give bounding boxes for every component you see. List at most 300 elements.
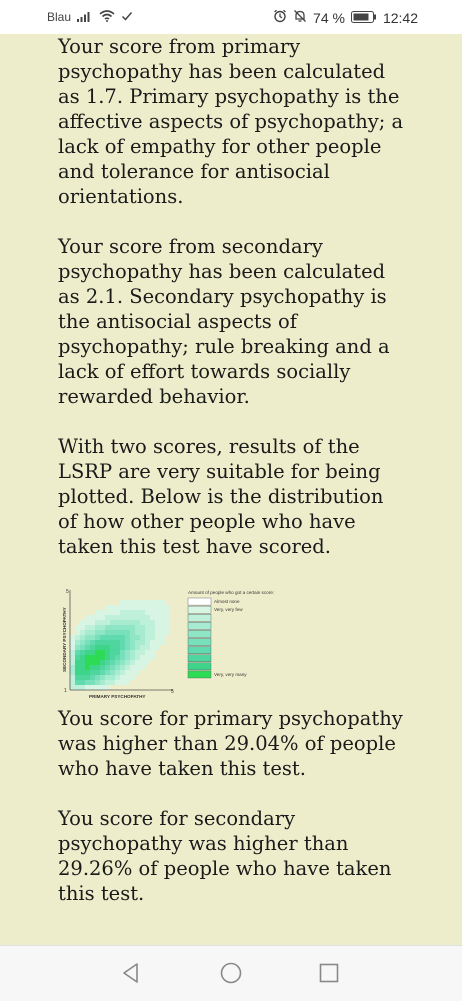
heatmap-cell [85,650,90,655]
heatmap-cell [110,635,115,640]
heatmap-cell [85,645,90,650]
heatmap-cell [70,645,75,650]
heatmap-layer [70,600,170,690]
x-tick-label-max: 5 [171,689,174,695]
heatmap-cell [135,630,140,635]
legend-swatch [188,606,211,613]
heatmap-cell [75,660,80,665]
heatmap-cell [160,640,165,645]
heatmap-cell [110,605,115,610]
heatmap-cell [90,630,95,635]
heatmap-cell [165,605,170,610]
legend-title: Amount of people who got a certain score: [188,590,275,595]
heatmap-cell [160,605,165,610]
heatmap-cell [115,675,120,680]
heatmap-cell [130,630,135,635]
heatmap-cell [80,675,85,680]
heatmap-cell [145,620,150,625]
heatmap-cell [75,675,80,680]
heatmap-cell [125,645,130,650]
heatmap-cell [110,655,115,660]
heatmap-cell [150,620,155,625]
heatmap-cell [85,615,90,620]
back-icon [118,960,144,986]
heatmap-cell [130,645,135,650]
heatmap-cell [95,640,100,645]
heatmap-cell [90,665,95,670]
heatmap-cell [150,615,155,620]
heatmap-cell [150,645,155,650]
heatmap-cell [135,645,140,650]
heatmap-cell [115,640,120,645]
heatmap-cell [140,655,145,660]
heatmap-cell [100,615,105,620]
heatmap-cell [105,655,110,660]
back-button[interactable] [118,960,144,986]
heatmap-cell [95,665,100,670]
heatmap-cell [140,610,145,615]
legend-swatch [188,639,211,646]
heatmap-cell [105,675,110,680]
heatmap-cell [135,625,140,630]
heatmap-cell [90,620,95,625]
heatmap-cell [130,600,135,605]
heatmap-cell [75,680,80,685]
heatmap-cell [130,650,135,655]
clock: 12:42 [382,9,418,26]
heatmap-cell [75,665,80,670]
heatmap-cell [115,680,120,685]
heatmap-cell [110,610,115,615]
heatmap-cell [145,645,150,650]
heatmap-cell [120,605,125,610]
heatmap-cell [95,655,100,660]
heatmap-cell [135,665,140,670]
legend-swatch [188,671,211,678]
heatmap-cell [75,635,80,640]
heatmap-cell [110,650,115,655]
heatmap-cell [80,680,85,685]
legend-label: Very, very many [214,671,247,677]
heatmap-cell [100,635,105,640]
heatmap-cell [80,660,85,665]
heatmap-cell [135,655,140,660]
heatmap-cell [165,630,170,635]
heatmap-cell [135,640,140,645]
heatmap-cell [115,630,120,635]
heatmap-cell [145,630,150,635]
heatmap-cell [95,625,100,630]
heatmap-cell [85,685,90,690]
heatmap-cell [130,660,135,665]
heatmap-cell [100,675,105,680]
heatmap-cell [95,685,100,690]
heatmap-cell [120,650,125,655]
heatmap-cell [150,605,155,610]
home-button[interactable] [218,960,244,986]
heatmap-cell [90,640,95,645]
heatmap-cell [130,665,135,670]
heatmap-cell [115,605,120,610]
y-axis-label: SECONDARY PSYCHOPATHY [62,607,67,672]
heatmap-cell [120,635,125,640]
heatmap-cell [120,665,125,670]
heatmap-cell [110,675,115,680]
heatmap-cell [95,670,100,675]
heatmap-cell [125,665,130,670]
heatmap-cell [115,610,120,615]
battery-icon [351,10,377,26]
legend [188,598,247,678]
heatmap-cell [150,600,155,605]
heatmap-cell [100,650,105,655]
heatmap-cell [125,600,130,605]
checkmark-icon [121,9,133,25]
heatmap-cell [85,675,90,680]
heatmap-cell [130,635,135,640]
heatmap-cell [130,675,135,680]
heatmap-cell [135,660,140,665]
x-axis-label: PRIMARY PSYCHOPATHY [89,694,146,699]
heatmap-cell [115,615,120,620]
heatmap-cell [130,605,135,610]
heatmap-cell [105,680,110,685]
heatmap-cell [80,620,85,625]
status-bar [0,0,462,34]
heatmap-cell [100,680,105,685]
heatmap-cell [110,630,115,635]
heatmap-cell [105,685,110,690]
heatmap-cell [80,685,85,690]
heatmap-cell [140,645,145,650]
heatmap-cell [100,660,105,665]
heatmap-cell [95,635,100,640]
heatmap-cell [85,655,90,660]
home-icon [218,960,244,986]
heatmap-cell [70,680,75,685]
heatmap-cell [140,605,145,610]
heatmap-cell [100,640,105,645]
heatmap-cell [165,625,170,630]
heatmap-cell [85,620,90,625]
heatmap-cell [80,665,85,670]
heatmap-cell [140,665,145,670]
heatmap-cell [110,665,115,670]
legend-swatch [188,663,211,670]
heatmap-cell [110,625,115,630]
legend-label: Very, very few [214,607,243,613]
alarm-icon [273,9,287,26]
heatmap-cell [95,680,100,685]
legend-swatch [188,630,211,637]
heatmap-cell [125,605,130,610]
heatmap-cell [110,615,115,620]
heatmap-cell [70,650,75,655]
heatmap-cell [100,645,105,650]
heatmap-cell [70,635,75,640]
recents-icon [316,960,342,986]
heatmap-cell [155,625,160,630]
heatmap-cell [100,685,105,690]
heatmap-cell [90,660,95,665]
heatmap-cell [100,670,105,675]
heatmap-cell [130,655,135,660]
heatmap-cell [100,665,105,670]
heatmap-cell [145,660,150,665]
heatmap-cell [155,620,160,625]
heatmap-cell [155,605,160,610]
heatmap-cell [95,630,100,635]
heatmap-cell [70,675,75,680]
heatmap-cell [120,660,125,665]
heatmap-cell [160,600,165,605]
heatmap-cell [135,650,140,655]
status-right [273,9,418,26]
heatmap-cell [130,620,135,625]
heatmap-cell [80,645,85,650]
heatmap-cell [70,640,75,645]
heatmap-cell [115,655,120,660]
heatmap-cell [80,650,85,655]
heatmap-cell [160,635,165,640]
heatmap-cell [150,610,155,615]
heatmap-cell [125,635,130,640]
heatmap-cell [80,670,85,675]
heatmap-cell [105,630,110,635]
heatmap-cell [155,600,160,605]
heatmap-cell [110,670,115,675]
heatmap-cell [115,665,120,670]
heatmap-cell [75,645,80,650]
heatmap-cell [160,620,165,625]
heatmap-cell [145,625,150,630]
heatmap-cell [105,640,110,645]
plot-intro-text: With two scores, results of the LSRP are very suitable for being plotted. Below is the distribution of how other people who have taken this test have scored. [58,435,384,558]
heatmap-cell [100,620,105,625]
heatmap-cell [135,670,140,675]
heatmap-cell [125,640,130,645]
heatmap-cell [120,640,125,645]
heatmap-cell [105,665,110,670]
heatmap-cell [155,640,160,645]
heatmap-cell [90,645,95,650]
heatmap-cell [120,600,125,605]
heatmap-cell [115,620,120,625]
heatmap-cell [85,660,90,665]
heatmap-cell [70,665,75,670]
heatmap-cell [120,670,125,675]
recents-button[interactable] [316,960,342,986]
heatmap-cell [75,655,80,660]
heatmap-cell [105,625,110,630]
navigation-bar [0,945,462,1001]
heatmap-cell [100,625,105,630]
heatmap-cell [85,635,90,640]
heatmap-cell [105,650,110,655]
heatmap-cell [120,630,125,635]
heatmap-cell [110,640,115,645]
heatmap-cell [125,650,130,655]
heatmap-cell [105,660,110,665]
heatmap-cell [150,655,155,660]
heatmap-cell [115,660,120,665]
heatmap-cell [140,630,145,635]
heatmap-cell [125,670,130,675]
heatmap-cell [80,630,85,635]
heatmap-cell [145,615,150,620]
heatmap-cell [75,685,80,690]
heatmap-cell [75,650,80,655]
heatmap-cell [90,615,95,620]
heatmap-cell [120,610,125,615]
heatmap-cell [95,660,100,665]
heatmap-cell [150,630,155,635]
heatmap-cell [85,680,90,685]
heatmap-cell [125,610,130,615]
heatmap-cell [100,630,105,635]
heatmap-cell [130,640,135,645]
heatmap-cell [115,670,120,675]
heatmap-cell [125,620,130,625]
mute-icon [293,9,307,26]
heatmap-cell [100,610,105,615]
heatmap-cell [85,640,90,645]
heatmap-cell [105,635,110,640]
heatmap-cell [135,605,140,610]
heatmap-cell [70,670,75,675]
heatmap-cell [75,640,80,645]
primary-percentile-text: You score for primary psychopathy was higher than 29.04% of people who have taken this test. [58,707,403,780]
heatmap-cell [135,615,140,620]
heatmap-cell [90,670,95,675]
y-tick-label-min: 1 [64,688,67,694]
status-left [47,9,133,25]
secondary-percentile-text: You score for secondary psychopathy was higher than 29.26% of people who have taken this test. [58,807,392,905]
heatmap-cell [125,615,130,620]
heatmap-cell [85,625,90,630]
heatmap-cell [115,635,120,640]
heatmap-cell [75,625,80,630]
signal-icon [77,9,93,25]
heatmap-cell [80,640,85,645]
heatmap-cell [90,680,95,685]
score-distribution-chart [58,584,408,702]
heatmap-cell [80,655,85,660]
heatmap-cell [150,635,155,640]
heatmap-cell [75,670,80,675]
heatmap-cell [120,615,125,620]
heatmap-cell [125,660,130,665]
heatmap-cell [120,675,125,680]
heatmap-cell [140,640,145,645]
heatmap-cell [85,670,90,675]
heatmap-cell [155,630,160,635]
heatmap-cell [150,640,155,645]
heatmap-cell [70,685,75,690]
heatmap-cell [160,615,165,620]
legend-swatch [188,598,211,605]
heatmap-cell [155,635,160,640]
heatmap-cell [120,625,125,630]
heatmap-cell [165,610,170,615]
chart-svg [58,584,408,702]
heatmap-cell [110,660,115,665]
heatmap-cell [80,635,85,640]
heatmap-cell [125,655,130,660]
heatmap-cell [145,655,150,660]
heatmap-cell [155,615,160,620]
heatmap-cell [150,650,155,655]
legend-swatch [188,647,211,654]
heatmap-cell [100,655,105,660]
heatmap-cell [155,645,160,650]
legend-label: Almost none [214,599,240,604]
heatmap-cell [145,650,150,655]
results-content [58,34,408,931]
heatmap-cell [150,625,155,630]
y-tick-label-max: 5 [66,589,69,595]
carrier-name: Blau [47,10,72,24]
heatmap-cell [145,640,150,645]
heatmap-cell [90,655,95,660]
wifi-icon [99,9,115,25]
heatmap-cell [130,610,135,615]
heatmap-cell [95,675,100,680]
heatmap-cell [135,600,140,605]
heatmap-cell [95,650,100,655]
heatmap-cell [115,625,120,630]
legend-swatch [188,655,211,662]
heatmap-cell [80,625,85,630]
heatmap-cell [165,615,170,620]
heatmap-cell [140,650,145,655]
heatmap-cell [125,680,130,685]
heatmap-cell [140,620,145,625]
heatmap-cell [160,630,165,635]
heatmap-cell [120,645,125,650]
heatmap-cell [125,675,130,680]
heatmap-cell [125,630,130,635]
heatmap-cell [105,670,110,675]
heatmap-cell [90,685,95,690]
heatmap-cell [135,635,140,640]
heatmap-cell [135,620,140,625]
heatmap-cell [120,655,125,660]
heatmap-cell [140,660,145,665]
heatmap-cell [90,650,95,655]
heatmap-cell [145,605,150,610]
heatmap-cell [130,670,135,675]
heatmap-cell [160,610,165,615]
heatmap-cell [110,620,115,625]
heatmap-cell [140,635,145,640]
heatmap-cell [145,635,150,640]
heatmap-cell [130,615,135,620]
heatmap-cell [75,630,80,635]
heatmap-cell [105,615,110,620]
heatmap-cell [120,680,125,685]
heatmap-cell [140,600,145,605]
heatmap-cell [145,610,150,615]
primary-score-text: Your score from primary psychopathy has been calculated as 1.7. Primary psychopathy is the affective aspects of psychopathy; a lack of empathy for other people and tolerance for antisocial orientations. [58,35,404,208]
heatmap-cell [125,625,130,630]
heatmap-cell [85,630,90,635]
battery-percent: 74 % [313,9,345,26]
heatmap-cell [95,620,100,625]
heatmap-cell [135,610,140,615]
heatmap-cell [95,645,100,650]
heatmap-cell [160,625,165,630]
